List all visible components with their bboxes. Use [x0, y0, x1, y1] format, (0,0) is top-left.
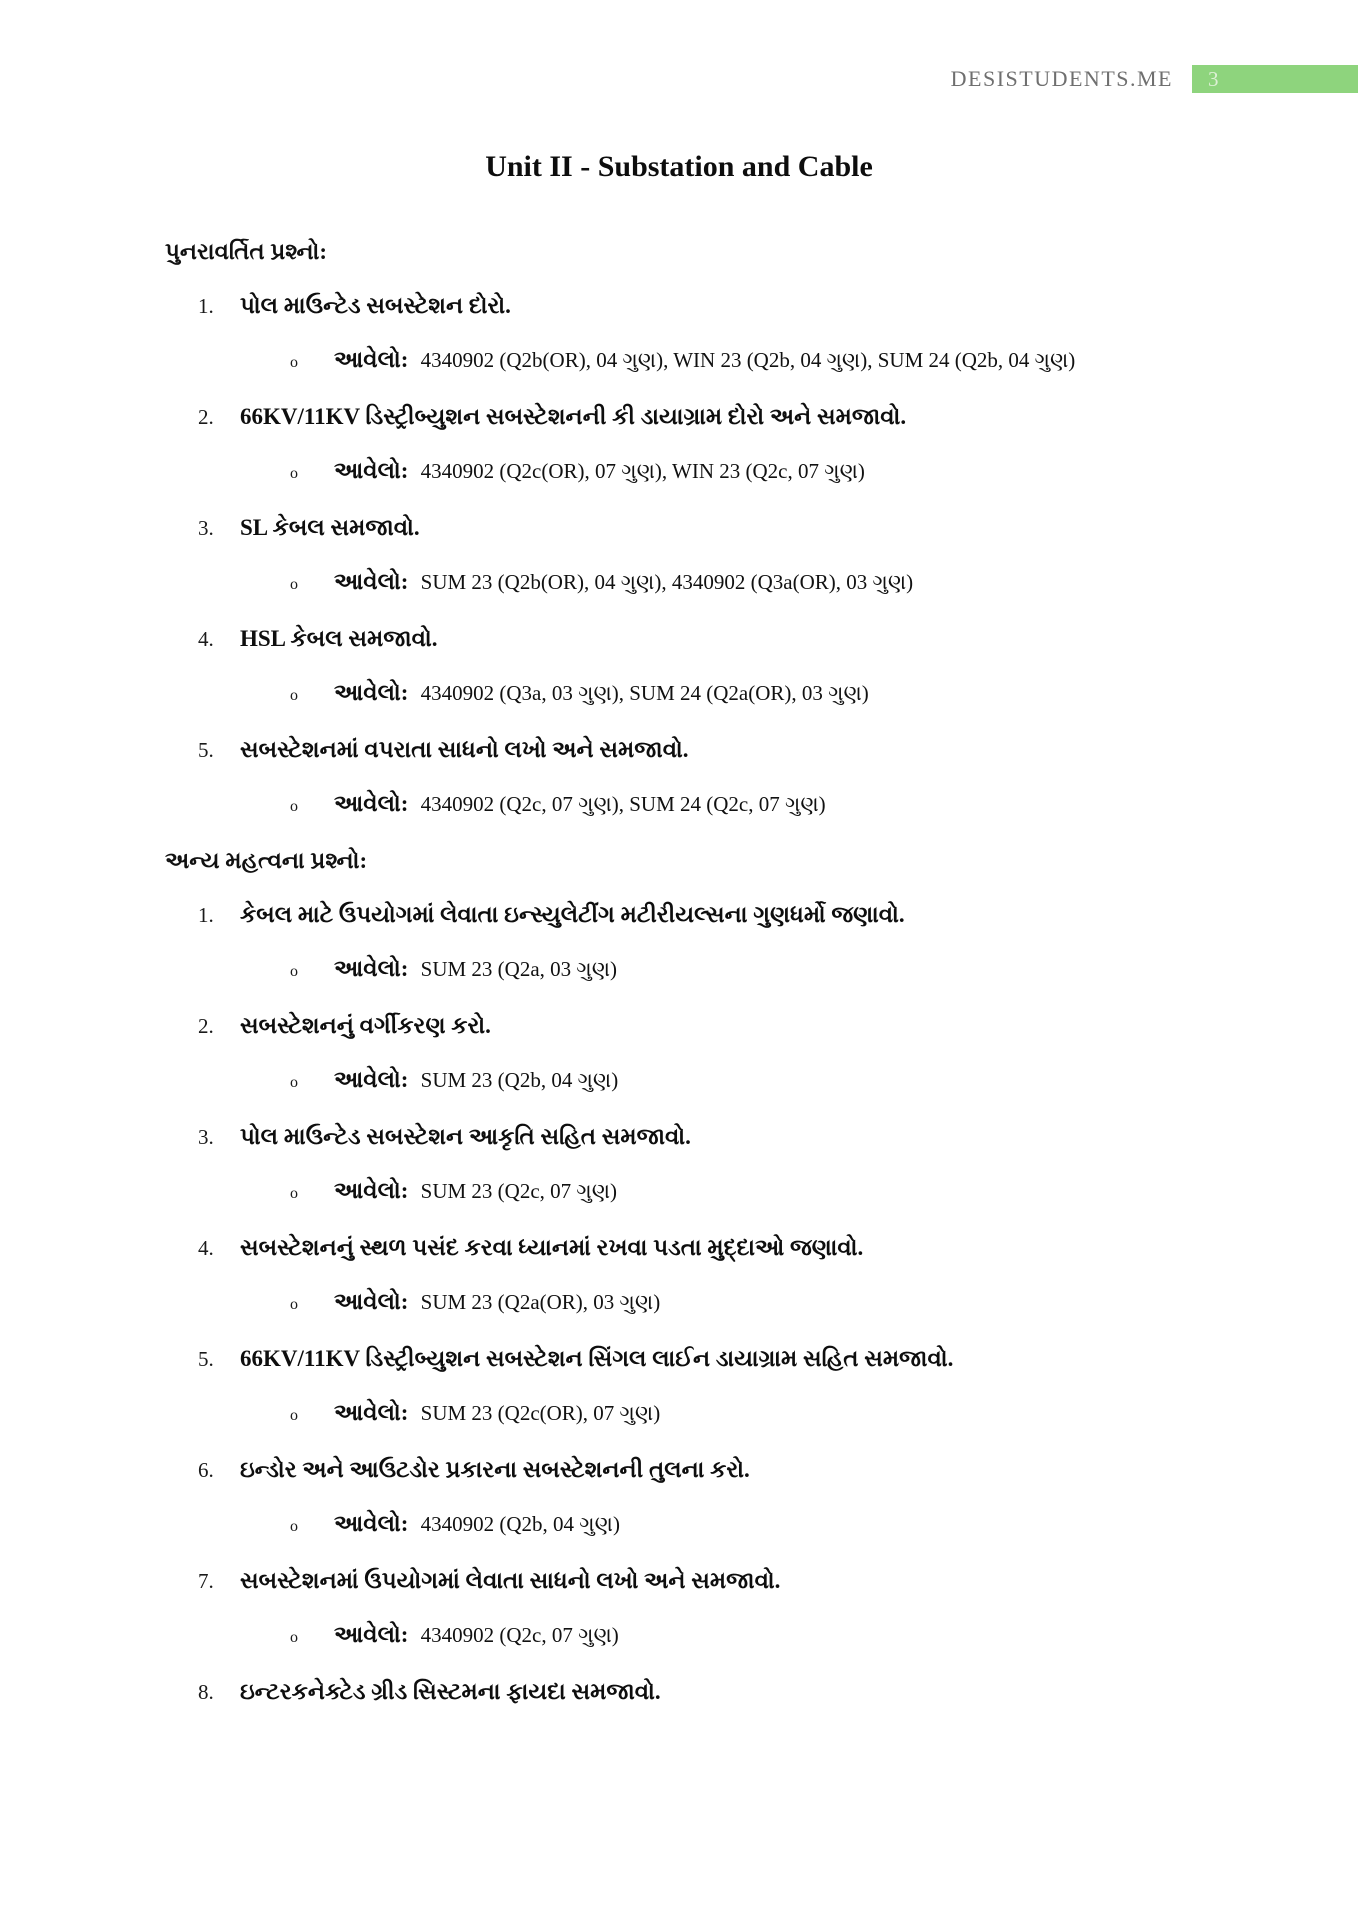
appeared-detail: 4340902 (Q3a, 03 ગુણ), SUM 24 (Q2a(OR), 03 ગુણ) — [415, 681, 869, 705]
question-item — [0, 1672, 1358, 1712]
appeared-detail: SUM 23 (Q2c, 07 ગુણ) — [415, 1179, 618, 1203]
question-number: 7. — [198, 1569, 214, 1593]
bullet-marker: o — [290, 1185, 298, 1202]
bullet-marker: o — [290, 576, 298, 593]
appeared-label: આવેલો: — [334, 1067, 409, 1092]
site-name: DESISTUDENTS.ME — [950, 66, 1173, 91]
question-number: 1. — [198, 903, 214, 927]
appeared-text — [334, 949, 617, 989]
bullet-marker: o — [290, 1074, 298, 1091]
appeared-label: આવેલો: — [334, 458, 409, 483]
question-text: SL કેબલ સમજાવો. — [240, 515, 420, 540]
section-items — [0, 286, 1358, 827]
appeared-text — [334, 784, 826, 824]
bullet-marker: o — [290, 1407, 298, 1424]
appeared-label: આવેલો: — [334, 347, 409, 372]
question-text: સબસ્ટેશનનું સ્થળ પસંદ કરવા ધ્યાનમાં રખવા પડતા મુદ્દાઓ જણાવો. — [240, 1235, 864, 1260]
section-heading: પુનરાવર્તિત પ્રશ્નો: — [165, 239, 328, 264]
question-number: 3. — [198, 1125, 214, 1149]
appeared-label: આવેલો: — [334, 956, 409, 981]
question-text: કેબલ માટે ઉપયોગમાં લેવાતા ઇન્સ્યુલેટીંગ મટીરીયલ્સના ગુણધર્મો જણાવો. — [240, 902, 905, 927]
question-row — [0, 1117, 1358, 1157]
page-number-badge — [1192, 65, 1358, 93]
appeared-label: આવેલો: — [334, 1178, 409, 1203]
document-title: Unit II - Substation and Cable — [485, 150, 873, 183]
question-section — [0, 841, 1358, 1712]
appeared-row — [0, 1282, 1358, 1325]
appeared-text — [334, 1393, 660, 1433]
appeared-text — [334, 1171, 617, 1211]
appeared-row — [0, 784, 1358, 827]
appeared-label: આવેલો: — [334, 1289, 409, 1314]
appeared-row — [0, 451, 1358, 494]
appeared-detail: SUM 23 (Q2a, 03 ગુણ) — [415, 957, 618, 981]
question-row — [0, 1450, 1358, 1490]
question-item — [0, 508, 1358, 605]
question-item — [0, 730, 1358, 827]
appeared-row — [0, 562, 1358, 605]
question-item — [0, 397, 1358, 494]
page-number: 3 — [1208, 66, 1219, 91]
question-text: સબસ્ટેશનનું વર્ગીકરણ કરો. — [240, 1013, 491, 1038]
question-text: સબસ્ટેશનમાં ઉપયોગમાં લેવાતા સાધનો લખો અને સમજાવો. — [240, 1568, 781, 1593]
appeared-label: આવેલો: — [334, 791, 409, 816]
appeared-row — [0, 673, 1358, 716]
appeared-text — [334, 1504, 620, 1544]
question-row — [0, 1672, 1358, 1712]
question-text: સબસ્ટેશનમાં વપરાતા સાધનો લખો અને સમજાવો. — [240, 737, 689, 762]
appeared-text — [334, 562, 913, 602]
question-number: 3. — [198, 516, 214, 540]
question-text: 66KV/11KV ડિસ્ટ્રીબ્યુશન સબસ્ટેશન સિંગલ લાઈન ડાયાગ્રામ સહિત સમજાવો. — [240, 1346, 954, 1371]
appeared-detail: SUM 23 (Q2b, 04 ગુણ) — [415, 1068, 619, 1092]
question-item — [0, 1339, 1358, 1436]
question-item — [0, 895, 1358, 992]
appeared-detail: 4340902 (Q2c, 07 ગુણ) — [415, 1623, 619, 1647]
question-number: 5. — [198, 1347, 214, 1371]
question-row — [0, 1339, 1358, 1379]
bullet-marker: o — [290, 1629, 298, 1646]
question-row — [0, 1006, 1358, 1046]
question-row — [0, 397, 1358, 437]
question-number: 5. — [198, 738, 214, 762]
question-text: પોલ માઉન્ટેડ સબસ્ટેશન દોરો. — [240, 293, 511, 318]
appeared-detail: 4340902 (Q2b(OR), 04 ગુણ), WIN 23 (Q2b, 04 ગુણ), SUM 24 (Q2b, 04 ગુણ) — [415, 348, 1076, 372]
question-number: 1. — [198, 294, 214, 318]
appeared-detail: SUM 23 (Q2a(OR), 03 ગુણ) — [415, 1290, 661, 1314]
appeared-detail: 4340902 (Q2c, 07 ગુણ), SUM 24 (Q2c, 07 ગુણ) — [415, 792, 826, 816]
question-text: HSL કેબલ સમજાવો. — [240, 626, 438, 651]
question-item — [0, 286, 1358, 383]
question-number: 4. — [198, 1236, 214, 1260]
bullet-marker: o — [290, 963, 298, 980]
question-text: ઇન્ટરકનેક્ટેડ ગ્રીડ સિસ્ટમના ફાયદા સમજાવો. — [240, 1679, 661, 1704]
section-items — [0, 895, 1358, 1712]
bullet-marker: o — [290, 1518, 298, 1535]
appeared-row — [0, 340, 1358, 383]
appeared-text — [334, 1615, 619, 1655]
appeared-row — [0, 1615, 1358, 1658]
question-item — [0, 1561, 1358, 1658]
appeared-row — [0, 1060, 1358, 1103]
appeared-detail: 4340902 (Q2c(OR), 07 ગુણ), WIN 23 (Q2c, 07 ગુણ) — [415, 459, 865, 483]
question-number: 8. — [198, 1680, 214, 1704]
question-row — [0, 619, 1358, 659]
question-item — [0, 1228, 1358, 1325]
bullet-marker: o — [290, 465, 298, 482]
appeared-detail: SUM 23 (Q2c(OR), 07 ગુણ) — [415, 1401, 661, 1425]
bullet-marker: o — [290, 687, 298, 704]
question-section — [0, 232, 1358, 827]
appeared-text — [334, 1282, 660, 1322]
question-row — [0, 730, 1358, 770]
question-text: 66KV/11KV ડિસ્ટ્રીબ્યુશન સબસ્ટેશનની કી ડાયાગ્રામ દોરો અને સમજાવો. — [240, 404, 907, 429]
appeared-detail: SUM 23 (Q2b(OR), 04 ગુણ), 4340902 (Q3a(OR), 03 ગુણ) — [415, 570, 914, 594]
question-number: 2. — [198, 1014, 214, 1038]
appeared-label: આવેલો: — [334, 1511, 409, 1536]
appeared-row — [0, 1504, 1358, 1547]
bullet-marker: o — [290, 1296, 298, 1313]
appeared-label: આવેલો: — [334, 1622, 409, 1647]
question-row — [0, 508, 1358, 548]
bullet-marker: o — [290, 354, 298, 371]
appeared-text — [334, 1060, 618, 1100]
appeared-text — [334, 451, 865, 491]
bullet-marker: o — [290, 798, 298, 815]
appeared-text — [334, 340, 1075, 380]
appeared-row — [0, 949, 1358, 992]
question-item — [0, 619, 1358, 716]
sections — [0, 232, 1358, 1712]
appeared-row — [0, 1171, 1358, 1214]
page-header — [0, 64, 1358, 94]
appeared-label: આવેલો: — [334, 569, 409, 594]
question-row — [0, 286, 1358, 326]
question-number: 4. — [198, 627, 214, 651]
question-row — [0, 1561, 1358, 1601]
appeared-label: આવેલો: — [334, 1400, 409, 1425]
section-heading: અન્ય મહત્વના પ્રશ્નો: — [165, 848, 368, 873]
question-row — [0, 895, 1358, 935]
question-item — [0, 1117, 1358, 1214]
appeared-row — [0, 1393, 1358, 1436]
appeared-detail: 4340902 (Q2b, 04 ગુણ) — [415, 1512, 620, 1536]
question-number: 6. — [198, 1458, 214, 1482]
question-item — [0, 1450, 1358, 1547]
question-text: ઇન્ડોર અને આઉટડોર પ્રકારના સબસ્ટેશનની તુલના કરો. — [240, 1457, 750, 1482]
question-row — [0, 1228, 1358, 1268]
appeared-text — [334, 673, 869, 713]
question-text: પોલ માઉન્ટેડ સબસ્ટેશન આકૃતિ સહિત સમજાવો. — [240, 1124, 691, 1149]
appeared-label: આવેલો: — [334, 680, 409, 705]
question-number: 2. — [198, 405, 214, 429]
question-item — [0, 1006, 1358, 1103]
